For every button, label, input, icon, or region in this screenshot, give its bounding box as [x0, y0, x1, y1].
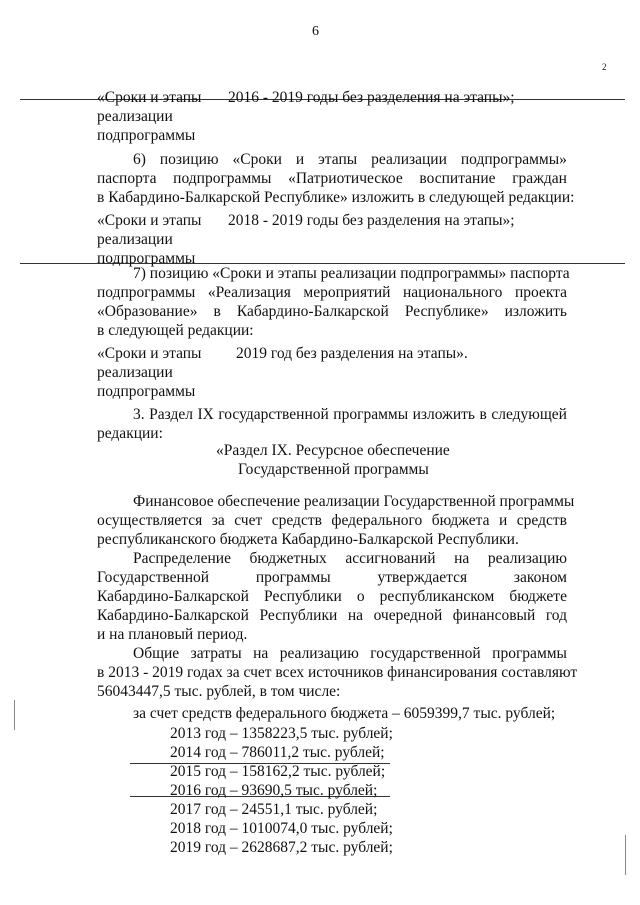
para-2-line-3: Кабардино-Балкарской Республики о республиканском бюджете — [97, 588, 567, 605]
block-a-label: «Сроки и этапы — [97, 89, 202, 106]
scan-edge — [14, 700, 15, 730]
block-a-label-2: реализации — [97, 108, 173, 125]
para-2-line-4: Кабардино-Балкарской Республики на очередной финансовый год — [97, 607, 567, 624]
block-c-label-2: реализации — [97, 364, 173, 381]
para-1-line-1: Финансовое обеспечение реализации Государственной программы — [133, 493, 575, 510]
item-7-line-1: 7) позицию «Сроки и этапы реализации подпрограммы» паспорта — [133, 265, 570, 282]
corner-mark: 2 — [602, 62, 607, 72]
year-row: 2017 год – 24551,1 тыс. рублей; — [170, 801, 378, 818]
block-b-label-2: реализации — [97, 231, 173, 248]
year-row: 2016 год – 93690,5 тыс. рублей; — [170, 782, 378, 799]
item-7-line-4: в следующей редакции: — [97, 322, 254, 339]
para-2-line-2: Государственной программы утверждается законом — [97, 569, 567, 586]
para-2-line-5: и на плановый период. — [97, 626, 248, 643]
block-c-label: «Сроки и этапы — [97, 345, 202, 362]
item-6-line-2: паспорта подпрограммы «Патриотическое воспитание граждан — [97, 170, 567, 187]
federal-total: за счет средств федерального бюджета – 6059399,7 тыс. рублей; — [133, 705, 556, 722]
year-row: 2018 год – 1010074,0 тыс. рублей; — [170, 820, 393, 837]
para-3-line-2: в 2013 - 2019 годах за счет всех источников финансирования составляют — [97, 664, 578, 681]
item-3-line-1: 3. Раздел IX государственной программы изложить в следующей — [133, 406, 567, 423]
para-3-line-1: Общие затраты на реализацию государственной программы — [133, 645, 567, 662]
block-a-label-3: подпрограммы — [97, 127, 196, 144]
item-7-line-3: «Образование» в Кабардино-Балкарской Республике» изложить — [97, 303, 567, 320]
section-heading-line-2: Государственной программы — [238, 461, 429, 478]
item-6-line-1: 6) позицию «Сроки и этапы реализации подпрограммы» — [133, 151, 567, 168]
block-b-label-3: подпрограммы — [97, 250, 196, 267]
para-3-line-3: 56043447,5 тыс. рублей, в том числе: — [97, 683, 341, 700]
block-c-value: 2019 год без разделения на этапы». — [236, 345, 468, 362]
block-a-value: 2016 - 2019 годы без разделения на этапы»; — [228, 89, 515, 106]
block-b-value: 2018 - 2019 годы без разделения на этапы»; — [228, 212, 515, 229]
item-3-line-2: редакции: — [97, 425, 163, 442]
year-row: 2015 год – 158162,2 тыс. рублей; — [170, 763, 386, 780]
year-row: 2013 год – 1358223,5 тыс. рублей; — [170, 725, 393, 742]
para-2-line-1: Распределение бюджетных ассигнований на реализацию — [133, 550, 567, 567]
year-row: 2014 год – 786011,2 тыс. рублей; — [170, 744, 385, 761]
item-7-line-2: подпрограммы «Реализация мероприятий национального проекта — [97, 284, 567, 301]
para-1-line-3: республиканского бюджета Кабардино-Балкарской Республики. — [97, 531, 519, 548]
year-row: 2019 год – 2628687,2 тыс. рублей; — [170, 839, 393, 856]
section-heading-line-1: «Раздел IX. Ресурсное обеспечение — [216, 442, 450, 459]
scan-edge — [625, 835, 626, 875]
para-1-line-2: осуществляется за счет средств федерального бюджета и средств — [97, 512, 567, 529]
block-b-label: «Сроки и этапы — [97, 212, 202, 229]
block-c-label-3: подпрограммы — [97, 383, 196, 400]
item-6-line-3: в Кабардино-Балкарской Республике» изложить в следующей редакции: — [97, 189, 575, 206]
page-number: 6 — [312, 24, 319, 39]
